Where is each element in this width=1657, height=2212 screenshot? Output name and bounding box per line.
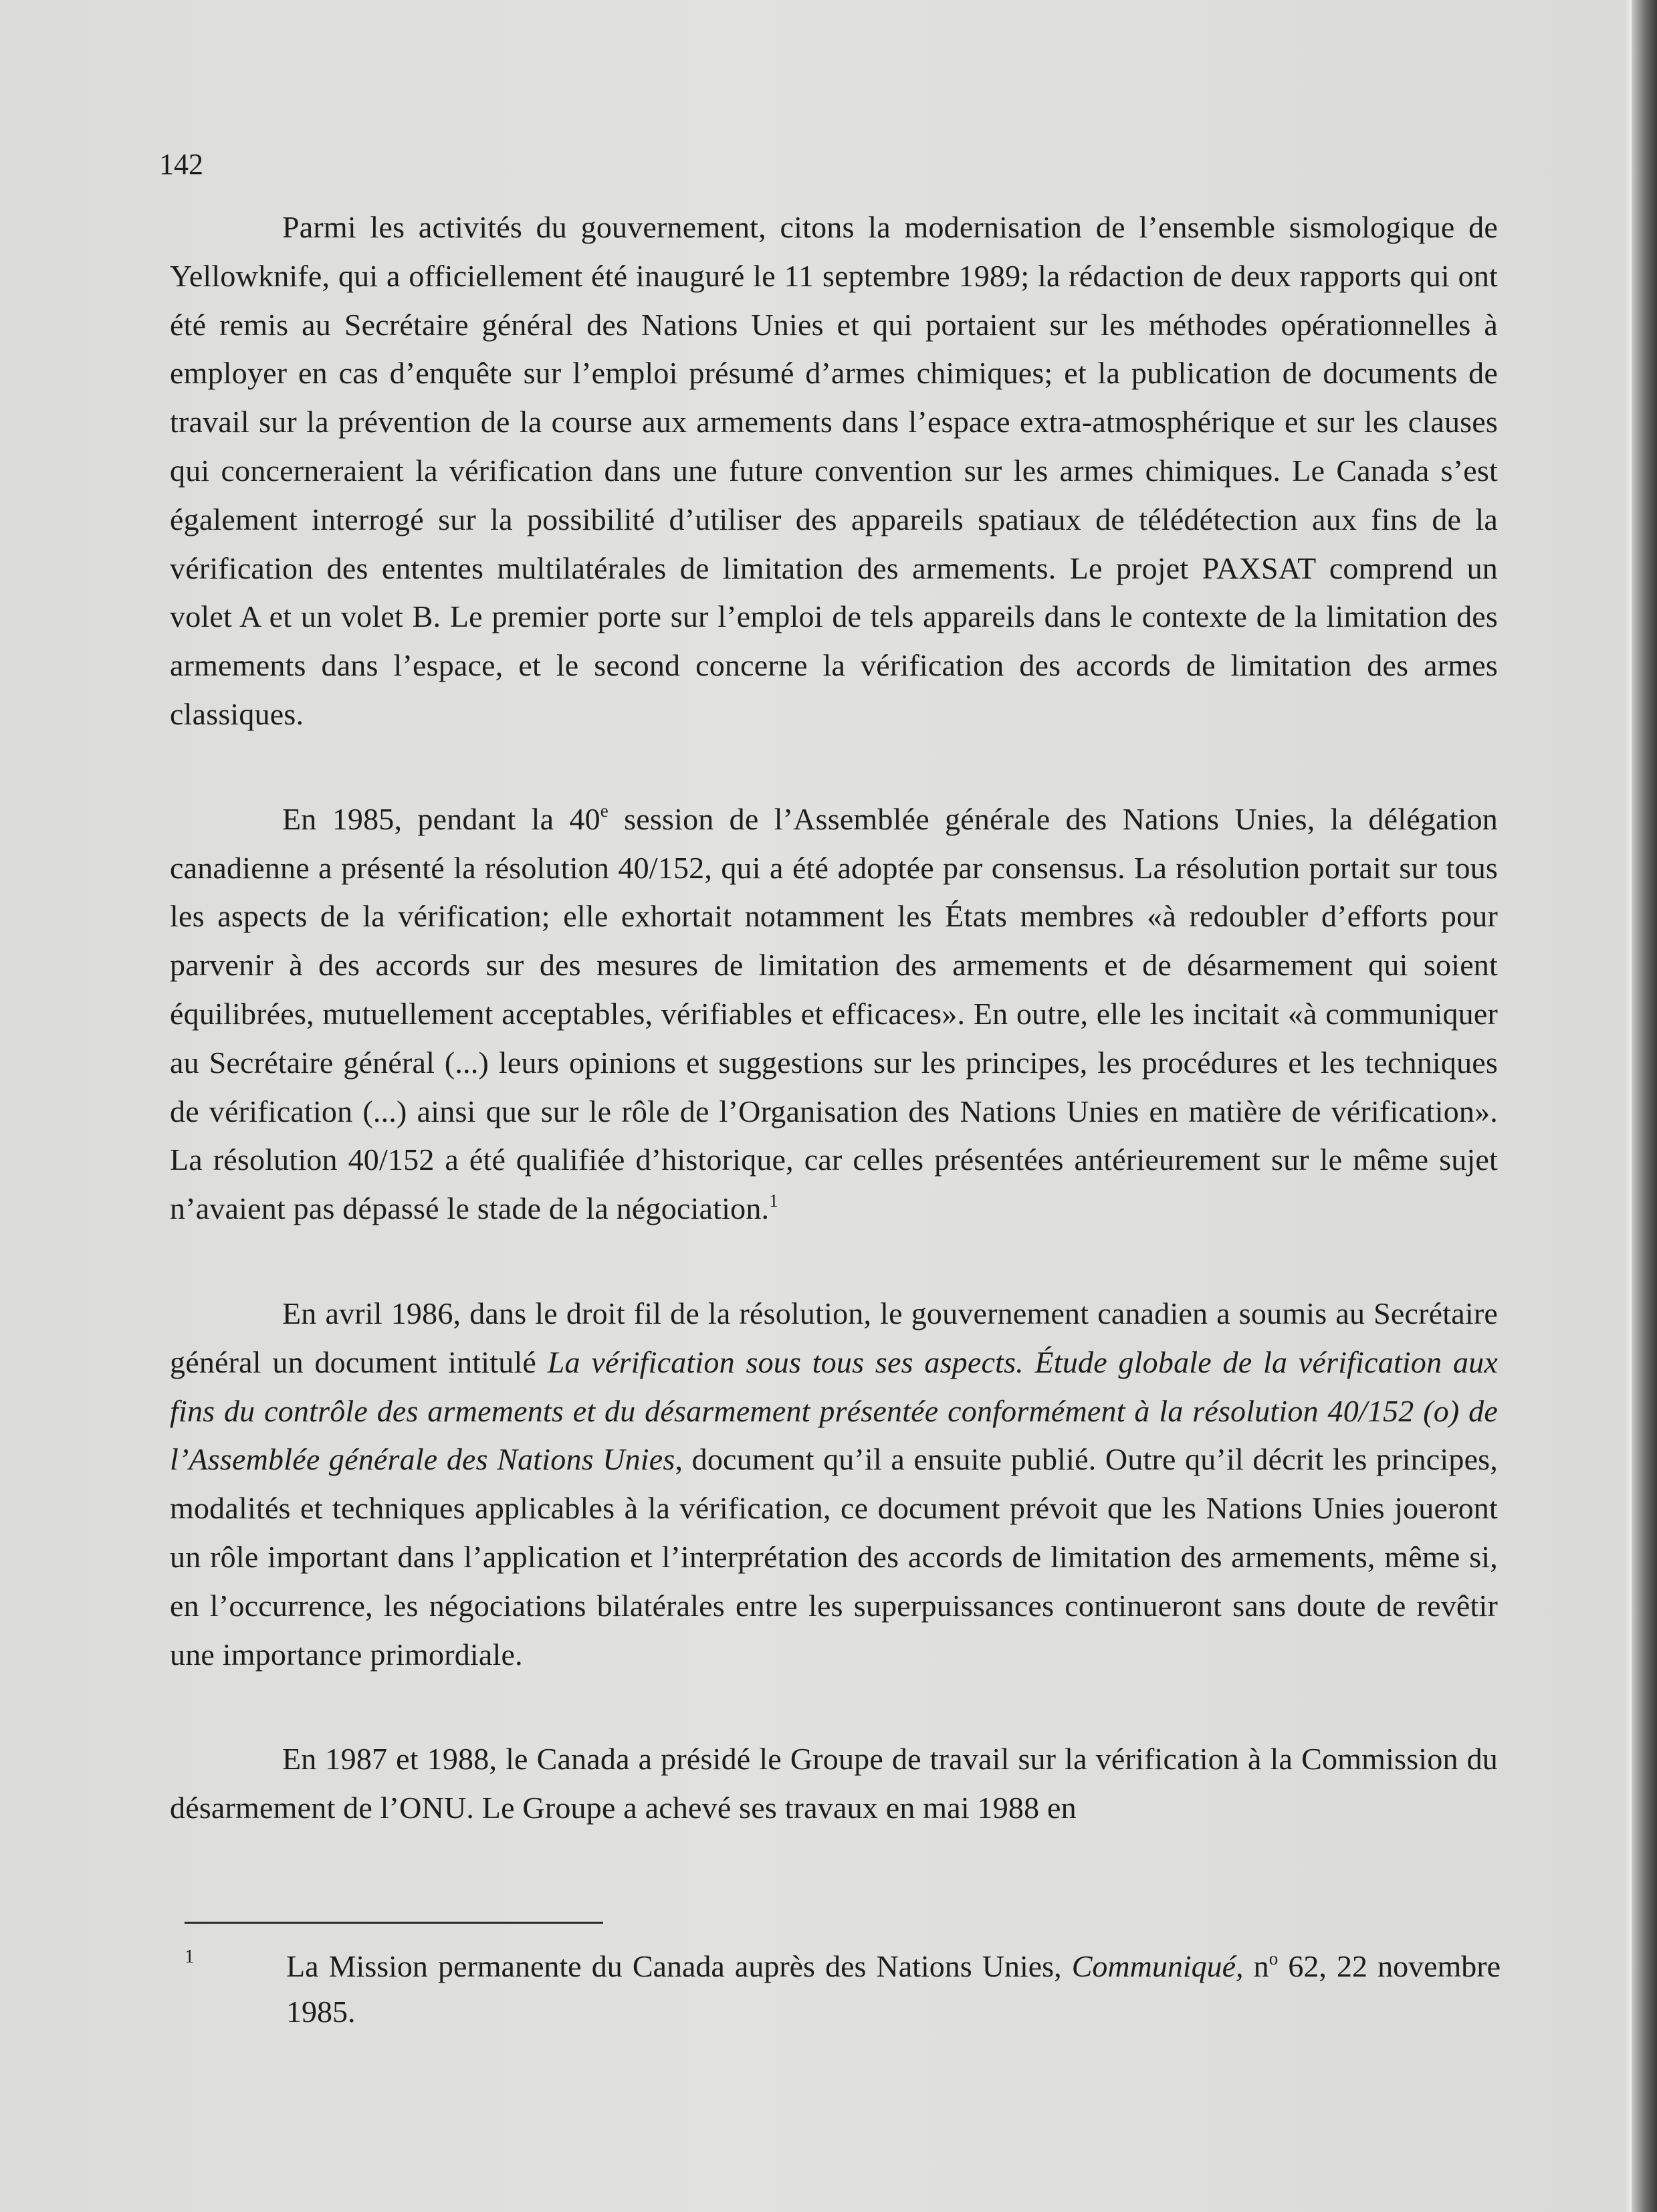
paragraph-avril-1986-text-b: , document qu’il a ensuite publié. Outre qu’il décrit les principes, modalités et techniques applicables à la vérification, ce document prévoit que les Nations Unies joueront un rôle important dans l’application et l’interprétation des accords de limitation des armements, même si, en l’occurrence, les négociations bilatérales entre les superpuissances continueront sans doute de revêtir une importance primordiale. xyxy=(170,1442,1498,1672)
footnote xyxy=(185,1944,1501,2035)
footnote-text-b: n xyxy=(1243,1949,1269,1983)
footnote-numero-superscript: o xyxy=(1268,1948,1279,1969)
paragraph-activites xyxy=(170,203,1498,739)
footnote-marker: 1 xyxy=(185,1946,195,1967)
paragraph-resolution-1985 xyxy=(170,795,1498,1233)
paragraph-activites-text: Parmi les activités du gouvernement, citons la modernisation de l’ensemble sismologique de Yellowknife, qui a officiellement été inauguré le 11 septembre 1989; la rédaction de deux rapports qui ont été remis au Secrétaire général des Nations Unies et qui portaient sur les méthodes opérationnelles à employer en cas d’enquête sur l’emploi présumé d’armes chimiques; et la publication de documents de travail sur la prévention de la course aux armements dans l’espace extra-atmosphérique et sur les clauses qui concerneraient la vérification dans une future convention sur les armes chimiques. Le Canada s’est également interrogé sur la possibilité d’utiliser des appareils spatiaux de télédétection aux fins de la vérification des ententes multilatérales de limitation des armements. Le projet PAXSAT comprend un volet A et un volet B. Le premier porte sur l’emploi de tels appareils dans le contexte de la limitation des armements dans l’espace, et le second concerne la vérification des accords de limitation des armes classiques. xyxy=(170,210,1498,731)
footnote-reference: 1 xyxy=(769,1190,778,1211)
paragraph-resolution-1985-text-b: session de l’Assemblée générale des Nations Unies, la délégation canadienne a présenté la résolution 40/152, qui a été adoptée par consensus. La résolution portait sur tous les aspects de la vérification; elle exhortait notamment les États membres «à redoubler d’efforts pour parvenir à des accords sur des mesures de limitation des armements et de désarmement qui soient équilibrées, mutuellement acceptables, vérifiables et efficaces». En outre, elle les incitait «à communiquer au Secrétaire général (...) leurs opinions et suggestions sur les principes, les procédures et les techniques de vérification (...) ainsi que sur le rôle de l’Organisation des Nations Unies en matière de vérification». La résolution 40/152 a été qualifiée d’historique, car celles présentées antérieurement sur le même sujet n’avaient pas dépassé le stade de la négociation. xyxy=(170,801,1498,1226)
paragraph-resolution-1985-text-a: En 1985, pendant la 40 xyxy=(282,801,600,836)
paragraph-1987-1988-text: En 1987 et 1988, le Canada a présidé le Groupe de travail sur la vérification à la Commission du désarmement de l’ONU. Le Groupe a achevé ses travaux en mai 1988 en xyxy=(170,1742,1498,1825)
book-spine-shadow xyxy=(1632,0,1657,2212)
paragraph-1987-1988 xyxy=(170,1735,1498,1833)
footnote-text-c: 62, 22 novembre 1985. xyxy=(286,1949,1501,2029)
ordinal-superscript: e xyxy=(600,801,609,821)
page-edge-highlight xyxy=(1625,0,1632,2212)
footnote-italic: Communiqué, xyxy=(1071,1949,1244,1983)
footnote-text-a: La Mission permanente du Canada auprès des Nations Unies, xyxy=(286,1949,1072,1983)
footnote-text xyxy=(286,1944,1501,2035)
footnote-separator xyxy=(185,1922,603,1924)
document-title-italic: La vérification sous tous ses aspects. Étude globale de la vérification aux fins du contrôle des armements et du désarmement présentée conformément à la résolution 40/152 (o) de l’Assemblée générale des Nations Unies xyxy=(170,1344,1498,1477)
paragraph-avril-1986-text-a: En avril 1986, dans le droit fil de la résolution, le gouvernement canadien a soumis au Secrétaire général un document intitulé xyxy=(170,1296,1498,1379)
page-number: 142 xyxy=(159,148,203,181)
body-text xyxy=(170,203,1498,1833)
paragraph-avril-1986 xyxy=(170,1290,1498,1679)
